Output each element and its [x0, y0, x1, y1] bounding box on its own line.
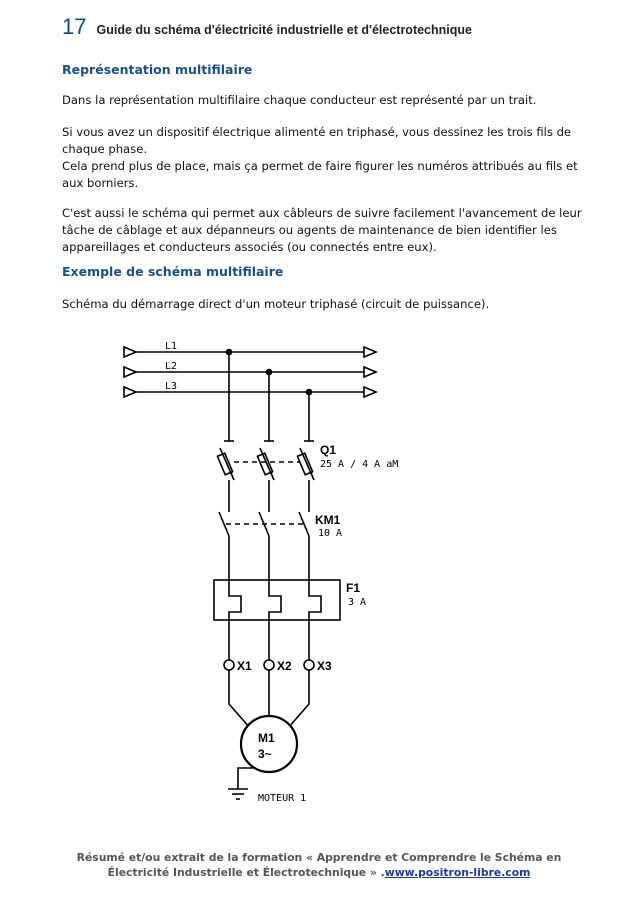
label-q1-rating: 25 A / 4 A aM — [320, 459, 399, 470]
label-l2: L2 — [165, 361, 178, 372]
q1-fuse-2 — [257, 448, 274, 480]
label-motor-caption: MOTEUR 1 — [258, 793, 307, 804]
footer-line2-text: Électricité Industrielle et Électrotechnique » . — [107, 866, 385, 879]
terminal-x3 — [304, 660, 314, 670]
label-l1: L1 — [165, 341, 178, 352]
footer-line2 — [0, 865, 638, 880]
paragraph-triphase: Si vous avez un dispositif électrique alimenté en triphasé, vous dessinez les trois fils de chaque phase. — [62, 125, 572, 156]
page-footer — [0, 850, 638, 880]
paragraph-demarrage: Schéma du démarrage direct d'un moteur triphasé (circuit de puissance). — [62, 297, 490, 311]
label-l3: L3 — [165, 381, 178, 392]
paragraph-intro: Dans la représentation multifilaire chaque conducteur est représenté par un trait. — [62, 93, 537, 107]
label-x2: X2 — [277, 659, 292, 673]
label-f1-rating: 3 A — [348, 597, 367, 608]
label-motor-phase: 3~ — [258, 747, 272, 761]
label-x1: X1 — [237, 659, 252, 673]
paragraph-cableurs: C'est aussi le schéma qui permet aux câbleurs de suivre facilement l'avancement de leur tâche de câblage et aux dépanneurs ou agents de maintenance de bien identifier les appareillages et conducteurs associés (ou connectés entre eux). — [62, 206, 582, 254]
label-m1: M1 — [258, 731, 275, 745]
paragraph-place: Cela prend plus de place, mais ça permet de faire figurer les numéros attribués au fils et aux borniers. — [62, 159, 578, 190]
label-f1: F1 — [346, 581, 361, 595]
section-heading-exemple: Exemple de schéma multifilaire — [62, 264, 284, 279]
section-heading-multifilaire: Représentation multifilaire — [62, 62, 253, 77]
label-km1-rating: 10 A — [318, 528, 343, 539]
page-number: 17 — [62, 14, 87, 39]
label-q1: Q1 — [320, 443, 337, 457]
q1-fuse-3 — [297, 448, 314, 480]
terminal-x1 — [224, 660, 234, 670]
label-km1: KM1 — [315, 513, 341, 527]
footer-link[interactable]: www.positron-libre.com — [384, 866, 531, 879]
q1-fuse-1 — [217, 448, 234, 480]
label-x3: X3 — [317, 659, 332, 673]
page-header — [62, 14, 472, 40]
footer-line1: Résumé et/ou extrait de la formation « Apprendre et Comprendre le Schéma en — [76, 851, 562, 864]
header-title: Guide du schéma d'électricité industrielle et d'électrotechnique — [96, 23, 472, 37]
wiring-diagram — [110, 334, 450, 814]
terminal-x2 — [264, 660, 274, 670]
